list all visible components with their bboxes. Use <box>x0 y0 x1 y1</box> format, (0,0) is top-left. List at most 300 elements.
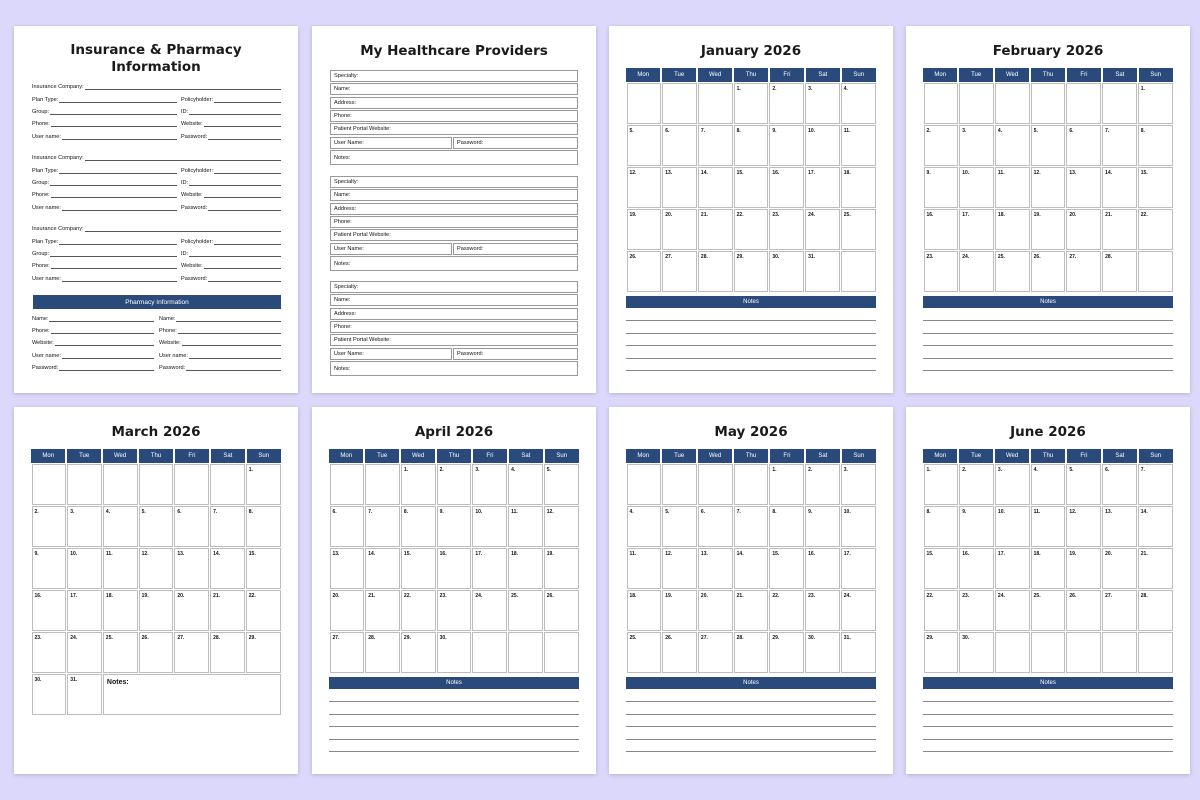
day-cell: 5. <box>139 506 174 547</box>
day-cell: 24. <box>805 209 840 250</box>
day-cell: 27. <box>330 632 365 673</box>
day-cell: 31. <box>67 674 102 715</box>
day-cell: 4. <box>508 464 543 505</box>
day-cell: 22. <box>246 590 281 631</box>
weekday-mon: Mon <box>923 68 957 82</box>
notes-line <box>626 701 876 702</box>
username-field-label: User name: <box>32 205 61 211</box>
day-cell: 5. <box>544 464 579 505</box>
website-field <box>181 192 281 198</box>
pharmacy-password-field-line <box>59 366 154 371</box>
notes-line <box>329 701 579 702</box>
provider-specialty-box: Specialty: <box>330 70 578 82</box>
plan-type-field-label: Plan Type: <box>32 168 59 174</box>
month-title: March 2026 <box>111 424 201 440</box>
weekday-fri: Fri <box>1067 449 1101 463</box>
day-cell: 1. <box>769 464 804 505</box>
insurance-company-field-line <box>85 227 281 232</box>
day-cell: 25. <box>103 632 138 673</box>
insurance-company-field-line <box>85 156 281 161</box>
day-cell: 5. <box>627 125 662 166</box>
phone-field <box>32 192 177 198</box>
pharmacy-website-field-2 <box>159 340 281 346</box>
day-cell: 5. <box>662 506 697 547</box>
day-cell: 4. <box>841 83 876 124</box>
weekday-fri: Fri <box>1067 68 1101 82</box>
title-line-1: Insurance & Pharmacy <box>70 42 242 58</box>
empty-day-cell <box>1138 251 1173 292</box>
day-cell: 31. <box>841 632 876 673</box>
notes-header: Notes <box>923 677 1173 689</box>
day-cell: 8. <box>769 506 804 547</box>
day-cell: 18. <box>1031 548 1066 589</box>
group-field <box>32 109 177 115</box>
notes-line <box>923 320 1173 321</box>
weekday-fri: Fri <box>770 449 804 463</box>
weekday-mon: Mon <box>626 68 660 82</box>
provider-password-box: Password: <box>453 243 578 255</box>
pharmacy-phone-field-2-line <box>178 329 281 334</box>
notes-line <box>626 358 876 359</box>
phone-field-line <box>51 264 177 269</box>
password-field-line <box>208 277 281 282</box>
pharmacy-password-field-2 <box>159 365 281 371</box>
weekday-sat: Sat <box>806 449 840 463</box>
id-field-label: ID: <box>181 109 189 115</box>
weekday-wed: Wed <box>698 449 732 463</box>
provider-portal-box: Patient Portal Website: <box>330 334 578 346</box>
policyholder-field <box>181 239 281 245</box>
pharmacy-username-field-2-line <box>189 354 281 359</box>
day-cell: 24. <box>472 590 507 631</box>
day-cell: 20. <box>330 590 365 631</box>
day-cell: 17. <box>472 548 507 589</box>
day-cell: 5. <box>1031 125 1066 166</box>
username-field-line <box>62 277 177 282</box>
day-cell: 8. <box>246 506 281 547</box>
day-cell: 3. <box>959 125 994 166</box>
pharmacy-name-field-line <box>49 317 154 322</box>
policyholder-field-label: Policyholder: <box>181 97 214 103</box>
notes-line <box>626 333 876 334</box>
provider-portal-box: Patient Portal Website: <box>330 229 578 241</box>
day-cell: 15. <box>924 548 959 589</box>
pharmacy-password-field-label: Password: <box>32 364 59 371</box>
day-cell: 31. <box>805 251 840 292</box>
day-cell: 21. <box>734 590 769 631</box>
day-cell: 23. <box>924 251 959 292</box>
day-cell: 4. <box>1031 464 1066 505</box>
phone-field <box>32 121 177 127</box>
day-cell: 12. <box>1031 167 1066 208</box>
day-cell: 9. <box>924 167 959 208</box>
group-field-line <box>50 181 177 186</box>
day-cell: 20. <box>1066 209 1101 250</box>
phone-field-label: Phone: <box>32 192 50 198</box>
empty-day-cell <box>1031 632 1066 673</box>
empty-day-cell <box>995 632 1030 673</box>
insurance-page-title <box>14 42 298 76</box>
day-cell: 7. <box>734 506 769 547</box>
day-cell: 23. <box>769 209 804 250</box>
day-cell: 14. <box>734 548 769 589</box>
weekday-fri: Fri <box>770 68 804 82</box>
password-field-label: Password: <box>181 134 208 140</box>
pharmacy-password-field-2-label: Password: <box>159 364 186 371</box>
day-cell: 17. <box>67 590 102 631</box>
calendar-page-may <box>609 407 893 774</box>
pharmacy-password-field-2-line <box>186 366 281 371</box>
notes-line <box>626 714 876 715</box>
provider-specialty-box: Specialty: <box>330 176 578 188</box>
day-cell: 20. <box>698 590 733 631</box>
weekday-tue: Tue <box>959 449 993 463</box>
weekday-wed: Wed <box>698 68 732 82</box>
notes-line <box>923 370 1173 371</box>
day-cell: 22. <box>924 590 959 631</box>
policyholder-field-line <box>214 169 281 174</box>
notes-line <box>626 739 876 740</box>
day-cell: 10. <box>67 548 102 589</box>
calendar-grid <box>31 463 281 715</box>
phone-field-label: Phone: <box>32 263 50 269</box>
weekday-thu: Thu <box>734 68 768 82</box>
id-field <box>181 109 281 115</box>
username-field <box>32 134 177 140</box>
notes-header: Notes <box>329 677 579 689</box>
day-cell: 28. <box>210 632 245 673</box>
empty-day-cell <box>627 83 662 124</box>
group-field-label: Group: <box>32 251 50 257</box>
notes-line <box>923 751 1173 752</box>
calendar-page-june <box>906 407 1190 774</box>
provider-username-box: User Name: <box>330 137 452 149</box>
day-cell: 6. <box>1102 464 1137 505</box>
day-cell: 3. <box>472 464 507 505</box>
password-field <box>181 134 281 140</box>
weekday-fri: Fri <box>473 449 507 463</box>
notes-header: Notes <box>626 677 876 689</box>
id-field <box>181 180 281 186</box>
notes-line <box>923 358 1173 359</box>
day-cell: 20. <box>1102 548 1137 589</box>
weekday-thu: Thu <box>139 449 173 463</box>
provider-username-box: User Name: <box>330 243 452 255</box>
plan-type-field <box>32 168 177 174</box>
day-cell: 19. <box>139 590 174 631</box>
day-cell: 12. <box>544 506 579 547</box>
day-cell: 4. <box>995 125 1030 166</box>
policyholder-field <box>181 168 281 174</box>
notes-line <box>626 726 876 727</box>
healthcare-providers-page <box>312 26 596 393</box>
group-field-label: Group: <box>32 180 50 186</box>
provider-phone-box: Phone: <box>330 216 578 228</box>
day-cell: 10. <box>959 167 994 208</box>
day-cell: 16. <box>805 548 840 589</box>
weekday-sun: Sun <box>545 449 579 463</box>
day-cell: 9. <box>32 548 67 589</box>
pharmacy-name-field-2 <box>159 316 281 322</box>
plan-type-field-line <box>59 98 177 103</box>
month-title: April 2026 <box>414 424 494 440</box>
day-cell: 13. <box>174 548 209 589</box>
day-cell: 15. <box>401 548 436 589</box>
day-cell: 9. <box>437 506 472 547</box>
day-cell: 10. <box>841 506 876 547</box>
day-cell: 30. <box>805 632 840 673</box>
weekday-sat: Sat <box>1103 449 1137 463</box>
day-cell: 14. <box>210 548 245 589</box>
day-cell: 11. <box>103 548 138 589</box>
day-cell: 17. <box>995 548 1030 589</box>
day-cell: 14. <box>1102 167 1137 208</box>
empty-day-cell <box>1066 632 1101 673</box>
provider-name-box: Name: <box>330 83 578 95</box>
notes-line <box>923 333 1173 334</box>
day-cell: 2. <box>32 506 67 547</box>
plan-type-field <box>32 239 177 245</box>
phone-field-label: Phone: <box>32 121 50 127</box>
website-field-label: Website: <box>181 192 203 198</box>
day-cell: 1. <box>734 83 769 124</box>
policyholder-field-line <box>214 98 281 103</box>
day-cell: 23. <box>959 590 994 631</box>
insurance-company-field-label: Insurance Company: <box>32 155 84 161</box>
title-line-2: Information <box>111 59 201 75</box>
day-cell: 28. <box>734 632 769 673</box>
weekday-tue: Tue <box>662 68 696 82</box>
provider-username-box: User Name: <box>330 348 452 360</box>
pharmacy-phone-field-label: Phone: <box>32 328 50 335</box>
day-cell: 18. <box>627 590 662 631</box>
day-cell: 13. <box>662 167 697 208</box>
pharmacy-phone-field <box>32 328 154 334</box>
day-cell: 9. <box>805 506 840 547</box>
day-cell: 19. <box>1031 209 1066 250</box>
pharmacy-website-field-2-line <box>182 341 281 346</box>
provider-address-box: Address: <box>330 97 578 109</box>
day-cell: 10. <box>995 506 1030 547</box>
day-cell: 24. <box>841 590 876 631</box>
empty-day-cell <box>103 464 138 505</box>
day-cell: 29. <box>734 251 769 292</box>
day-cell: 14. <box>1138 506 1173 547</box>
notes-line <box>329 739 579 740</box>
day-cell: 21. <box>365 590 400 631</box>
policyholder-field <box>181 97 281 103</box>
password-field <box>181 205 281 211</box>
password-field-label: Password: <box>181 205 208 211</box>
provider-notes-box: Notes: <box>330 256 578 271</box>
day-cell: 18. <box>103 590 138 631</box>
insurance-company-field-label: Insurance Company: <box>32 84 84 90</box>
day-cell: 3. <box>995 464 1030 505</box>
pharmacy-website-field-label: Website: <box>32 340 54 347</box>
day-cell: 28. <box>1138 590 1173 631</box>
day-cell: 27. <box>662 251 697 292</box>
pharmacy-website-field <box>32 340 154 346</box>
weekday-sat: Sat <box>211 449 245 463</box>
weekday-header <box>923 449 1173 463</box>
day-cell: 21. <box>210 590 245 631</box>
notes-line <box>626 751 876 752</box>
calendar-page-march <box>14 407 298 774</box>
day-cell: 12. <box>139 548 174 589</box>
day-cell: 16. <box>437 548 472 589</box>
provider-phone-box: Phone: <box>330 321 578 333</box>
provider-phone-box: Phone: <box>330 110 578 122</box>
empty-day-cell <box>627 464 662 505</box>
day-cell: 3. <box>67 506 102 547</box>
website-field-label: Website: <box>181 263 203 269</box>
month-title: May 2026 <box>714 424 788 440</box>
group-field <box>32 251 177 257</box>
day-cell: 20. <box>662 209 697 250</box>
day-cell: 15. <box>246 548 281 589</box>
day-cell: 28. <box>1102 251 1137 292</box>
day-cell: 7. <box>365 506 400 547</box>
day-cell: 1. <box>401 464 436 505</box>
day-cell: 7. <box>210 506 245 547</box>
weekday-thu: Thu <box>1031 68 1065 82</box>
empty-day-cell <box>32 464 67 505</box>
website-field-line <box>204 264 281 269</box>
provider-password-box: Password: <box>453 348 578 360</box>
day-cell: 7. <box>698 125 733 166</box>
provider-password-box: Password: <box>453 137 578 149</box>
policyholder-field-line <box>214 240 281 245</box>
weekday-wed: Wed <box>995 68 1029 82</box>
day-cell: 13. <box>698 548 733 589</box>
day-cell: 19. <box>544 548 579 589</box>
day-cell: 7. <box>1102 125 1137 166</box>
notes-line <box>923 714 1173 715</box>
weekday-mon: Mon <box>31 449 65 463</box>
day-cell: 25. <box>841 209 876 250</box>
day-cell: 19. <box>1066 548 1101 589</box>
day-cell: 11. <box>627 548 662 589</box>
day-cell: 8. <box>1138 125 1173 166</box>
empty-day-cell <box>662 464 697 505</box>
day-cell: 15. <box>734 167 769 208</box>
plan-type-field <box>32 97 177 103</box>
weekday-thu: Thu <box>437 449 471 463</box>
providers-page-title: My Healthcare Providers <box>360 43 548 59</box>
provider-address-box: Address: <box>330 203 578 215</box>
day-cell: 30. <box>959 632 994 673</box>
password-field-line <box>208 135 281 140</box>
weekday-header <box>923 68 1173 82</box>
notes-line <box>626 320 876 321</box>
day-cell: 29. <box>769 632 804 673</box>
day-cell: 1. <box>1138 83 1173 124</box>
weekday-wed: Wed <box>401 449 435 463</box>
day-cell: 16. <box>32 590 67 631</box>
empty-day-cell <box>662 83 697 124</box>
notes-header: Notes <box>923 296 1173 308</box>
day-cell: 2. <box>769 83 804 124</box>
empty-day-cell <box>995 83 1030 124</box>
insurance-company-field <box>32 84 281 90</box>
website-field <box>181 263 281 269</box>
group-field-line <box>50 110 177 115</box>
phone-field-line <box>51 193 177 198</box>
day-cell: 18. <box>841 167 876 208</box>
march-notes-box: Notes: <box>103 674 281 715</box>
password-field-label: Password: <box>181 276 208 282</box>
weekday-tue: Tue <box>662 449 696 463</box>
weekday-header <box>626 449 876 463</box>
day-cell: 29. <box>924 632 959 673</box>
day-cell: 23. <box>32 632 67 673</box>
weekday-sun: Sun <box>842 68 876 82</box>
insurance-company-field-line <box>85 85 281 90</box>
weekday-sat: Sat <box>509 449 543 463</box>
day-cell: 12. <box>662 548 697 589</box>
month-title: June 2026 <box>1010 424 1086 440</box>
policyholder-field-label: Policyholder: <box>181 239 214 245</box>
day-cell: 17. <box>841 548 876 589</box>
day-cell: 6. <box>174 506 209 547</box>
day-cell: 10. <box>472 506 507 547</box>
calendar-grid <box>923 82 1173 292</box>
pharmacy-username-field-2-label: User name: <box>159 352 188 359</box>
weekday-sun: Sun <box>247 449 281 463</box>
day-cell: 1. <box>924 464 959 505</box>
day-cell: 26. <box>1066 590 1101 631</box>
insurance-pharmacy-page <box>14 26 298 393</box>
day-cell: 3. <box>841 464 876 505</box>
day-cell: 2. <box>805 464 840 505</box>
day-cell: 28. <box>698 251 733 292</box>
calendar-grid <box>626 463 876 673</box>
weekday-thu: Thu <box>734 449 768 463</box>
pharmacy-phone-field-2 <box>159 328 281 334</box>
empty-day-cell <box>1066 83 1101 124</box>
weekday-tue: Tue <box>365 449 399 463</box>
notes-line <box>923 739 1173 740</box>
day-cell: 16. <box>959 548 994 589</box>
provider-notes-box: Notes: <box>330 361 578 376</box>
empty-day-cell <box>174 464 209 505</box>
day-cell: 22. <box>769 590 804 631</box>
group-field-label: Group: <box>32 109 50 115</box>
weekday-thu: Thu <box>1031 449 1065 463</box>
day-cell: 15. <box>769 548 804 589</box>
empty-day-cell <box>1031 83 1066 124</box>
day-cell: 11. <box>508 506 543 547</box>
weekday-wed: Wed <box>995 449 1029 463</box>
plan-type-field-label: Plan Type: <box>32 239 59 245</box>
day-cell: 14. <box>698 167 733 208</box>
notes-line <box>329 714 579 715</box>
notes-header: Notes <box>626 296 876 308</box>
day-cell: 11. <box>995 167 1030 208</box>
empty-day-cell <box>472 632 507 673</box>
day-cell: 6. <box>662 125 697 166</box>
weekday-mon: Mon <box>626 449 660 463</box>
day-cell: 10. <box>805 125 840 166</box>
calendar-page-april <box>312 407 596 774</box>
day-cell: 2. <box>924 125 959 166</box>
id-field-line <box>189 252 281 257</box>
pharmacy-password-field <box>32 365 154 371</box>
day-cell: 4. <box>627 506 662 547</box>
day-cell: 13. <box>1066 167 1101 208</box>
pharmacy-information-header: Pharmacy Information <box>33 295 281 309</box>
pharmacy-name-field-2-line <box>176 317 281 322</box>
